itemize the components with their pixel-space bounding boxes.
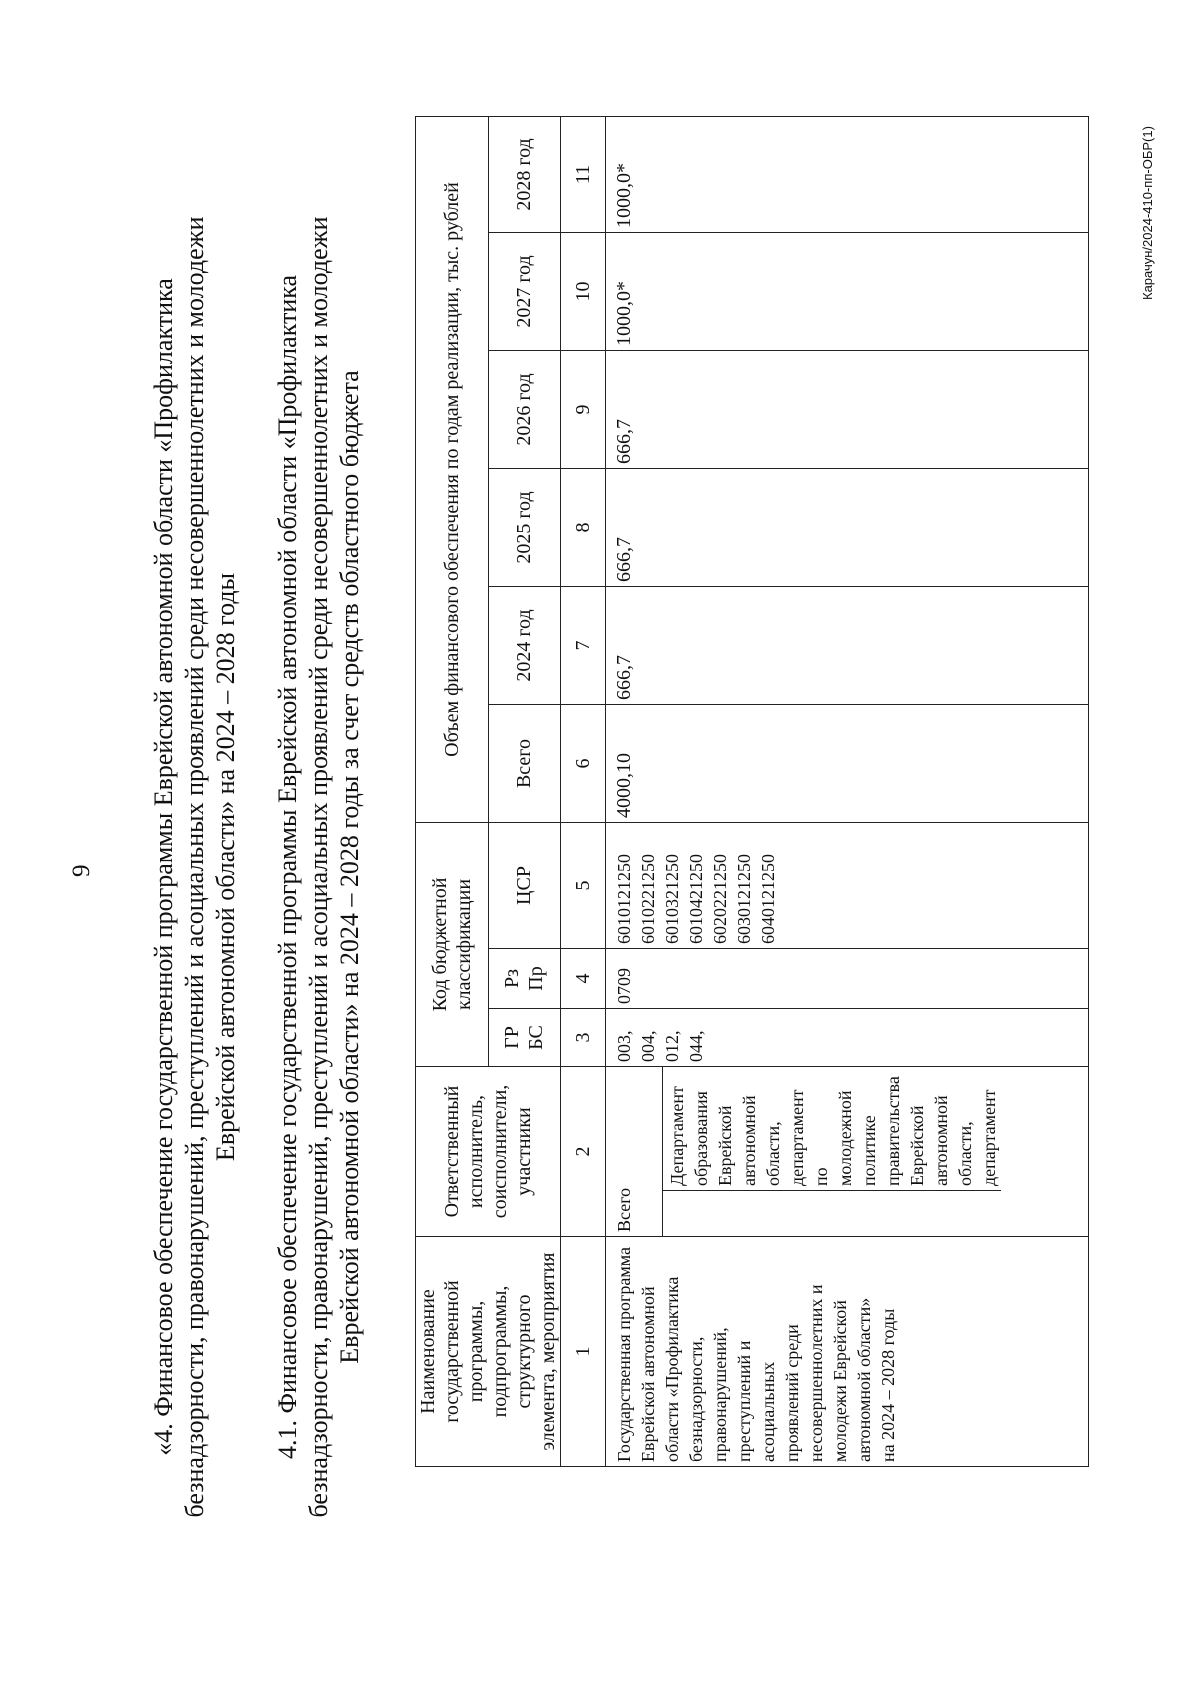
- subsection-title-line: безнадзорности, правонарушений, преступлений и асоциальных проявлений среди несовершеннолетних и молодежи: [304, 216, 333, 1518]
- executor-cell: [606, 1067, 1089, 1237]
- year-2026-cell: 666,7: [606, 351, 1089, 469]
- document-code: Карачун/2024-410-пп-ОБР(1): [1140, 126, 1155, 300]
- header-year-2027: 2027 год: [488, 233, 561, 351]
- section-title-line: безнадзорности, правонарушений, преступлений и асоциальных проявлений среди несовершеннолетних и молодежи: [180, 216, 209, 1518]
- subsection-title-line: 4.1. Финансовое обеспечение государственной программы Еврейской автономной области «Профилактика: [273, 274, 302, 1460]
- column-number: 7: [561, 587, 606, 705]
- column-number: 8: [561, 469, 606, 587]
- csr-cell: 6010121250 6010221250 6010321250 6010421250 6020221250 6030121250 6040121250: [606, 823, 1089, 949]
- header-table: [415, 116, 561, 1467]
- program-name-cell: Государственная программа Еврейской автономной области «Профилактика безнадзорности, правонарушений, преступлений и асоциальных проявлений среди несовершеннолетних и молодежи Еврейской автономной области» на 2024 – 2028 годы: [606, 1237, 1089, 1467]
- header-year-2026: 2026 год: [488, 351, 561, 469]
- column-number: 3: [561, 1009, 606, 1067]
- header-year-2028: 2028 год: [488, 116, 561, 232]
- header-grbs: ГР БС: [488, 1009, 561, 1067]
- header-finance: Объем финансового обеспечения по годам реализации, тыс. рублей: [416, 116, 489, 822]
- year-2025-cell: 666,7: [606, 469, 1089, 587]
- header-total: Всего: [488, 705, 561, 823]
- header-executor: Ответственный исполнитель, соисполнители, участники: [416, 1067, 561, 1237]
- year-2028-cell: 1000,0*: [606, 117, 1089, 233]
- section-title: [148, 187, 241, 1547]
- data-table: [560, 116, 1089, 1467]
- header-rzpr: Рз Пр: [488, 949, 561, 1009]
- column-number: 6: [561, 705, 606, 823]
- header-csr: ЦСР: [488, 823, 561, 949]
- rzpr-cell: 0709: [606, 949, 1089, 1009]
- header-year-2025: 2025 год: [488, 469, 561, 587]
- header-year-2024: 2024 год: [488, 587, 561, 705]
- year-2027-cell: 1000,0*: [606, 233, 1089, 351]
- subsection-title-line: Еврейской автономной области» на 2024 – 2028 годы за счет средств областного бюджета: [335, 370, 364, 1364]
- executor-total: Всего: [606, 1067, 663, 1236]
- column-number: 10: [561, 233, 606, 351]
- section-title-line: «4. Финансовое обеспечение государственной программы Еврейской автономной области «Профилактика: [149, 278, 178, 1456]
- page-number: 9: [68, 864, 95, 877]
- year-2024-cell: 666,7: [606, 587, 1089, 705]
- header-budget-code: Код бюджетной классификации: [416, 823, 489, 1067]
- total-cell: 4000,10: [606, 705, 1089, 823]
- subsection-title: [272, 187, 365, 1547]
- column-number: 9: [561, 351, 606, 469]
- column-number: 2: [561, 1067, 606, 1237]
- grbs-cell: 003, 004, 012, 044,: [606, 1009, 1089, 1067]
- column-number: 1: [561, 1237, 606, 1467]
- header-name: Наименование государственной программы, подпрограммы, структурного элемента, мероприятия: [416, 1237, 561, 1467]
- column-number: 11: [561, 117, 606, 233]
- executor-detail: Департамент образования Еврейской автономной области, департамент по молодежной политике правительства Еврейской автономной области, департамент: [663, 1067, 1001, 1191]
- column-number: 4: [561, 949, 606, 1009]
- column-number: 5: [561, 823, 606, 949]
- section-title-line: Еврейской автономной области» на 2024 – 2028 годы: [211, 572, 240, 1162]
